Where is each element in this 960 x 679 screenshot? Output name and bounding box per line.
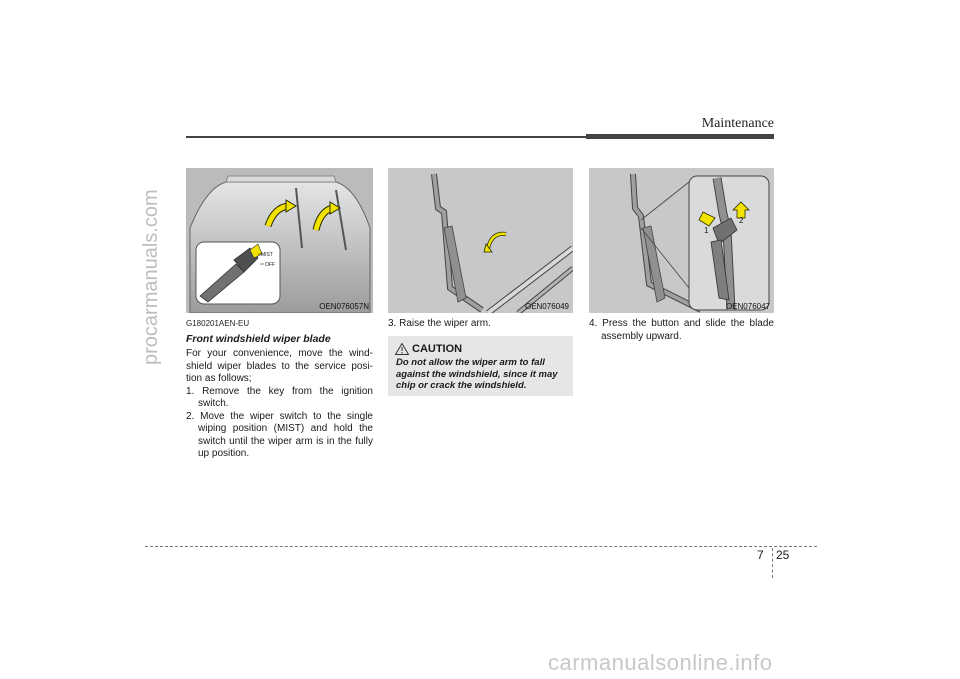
page-number: 25 [776,548,790,562]
blade-release-illustration [589,168,774,313]
footer-rule [145,546,817,547]
wiper-arm-illustration [388,168,573,313]
page-separator [772,548,773,578]
section-header-title: Maintenance [701,116,774,131]
figure-blade-release [589,168,774,313]
caution-body: Do not allow the wiper arm to fall against the windshield, since it may chip or crack the windshield. [396,357,558,391]
figure-windshield-wipers [186,168,373,313]
caution-box [388,336,573,396]
callout-1: 1 [704,226,709,235]
step-3: 3. Raise the wiper arm. [388,318,491,329]
caution-title: CAUTION [412,343,463,355]
header-rule-accent [586,134,774,139]
bottom-watermark: carmanualsonline.info [548,650,773,675]
windshield-illustration [186,168,373,313]
intro-paragraph: For your convenience, move the wind-shield wiper blades to the service posi-tion as follows; [186,348,373,384]
step-1: 1. Remove the key from the ignition switch. [186,385,373,409]
step-2: 2. Move the wiper switch to the single wiping position (MIST) and hold the switch until the wiper arm is in the fully up position. [186,410,373,459]
section-title: Front windshield wiper blade [186,332,331,345]
column-1 [186,318,373,461]
column-2 [388,318,573,331]
chapter-number: 7 [757,548,764,562]
off-label: OFF [265,262,275,268]
figure-raised-wiper-arm [388,168,573,313]
side-watermark: procarmanuals.com [140,189,162,365]
column-3 [589,318,774,343]
section-code: G180201AEN-EU [186,319,250,328]
step-4: 4. Press the button and slide the blade assembly upward. [589,318,774,342]
callout-2: 2 [739,216,744,225]
figure-code: OEN076057N [319,302,369,311]
figure-code: OEN076047 [725,302,770,311]
figure-code: OEN076049 [524,302,569,311]
warning-triangle-icon [395,343,409,355]
mist-label: MIST [261,252,273,258]
